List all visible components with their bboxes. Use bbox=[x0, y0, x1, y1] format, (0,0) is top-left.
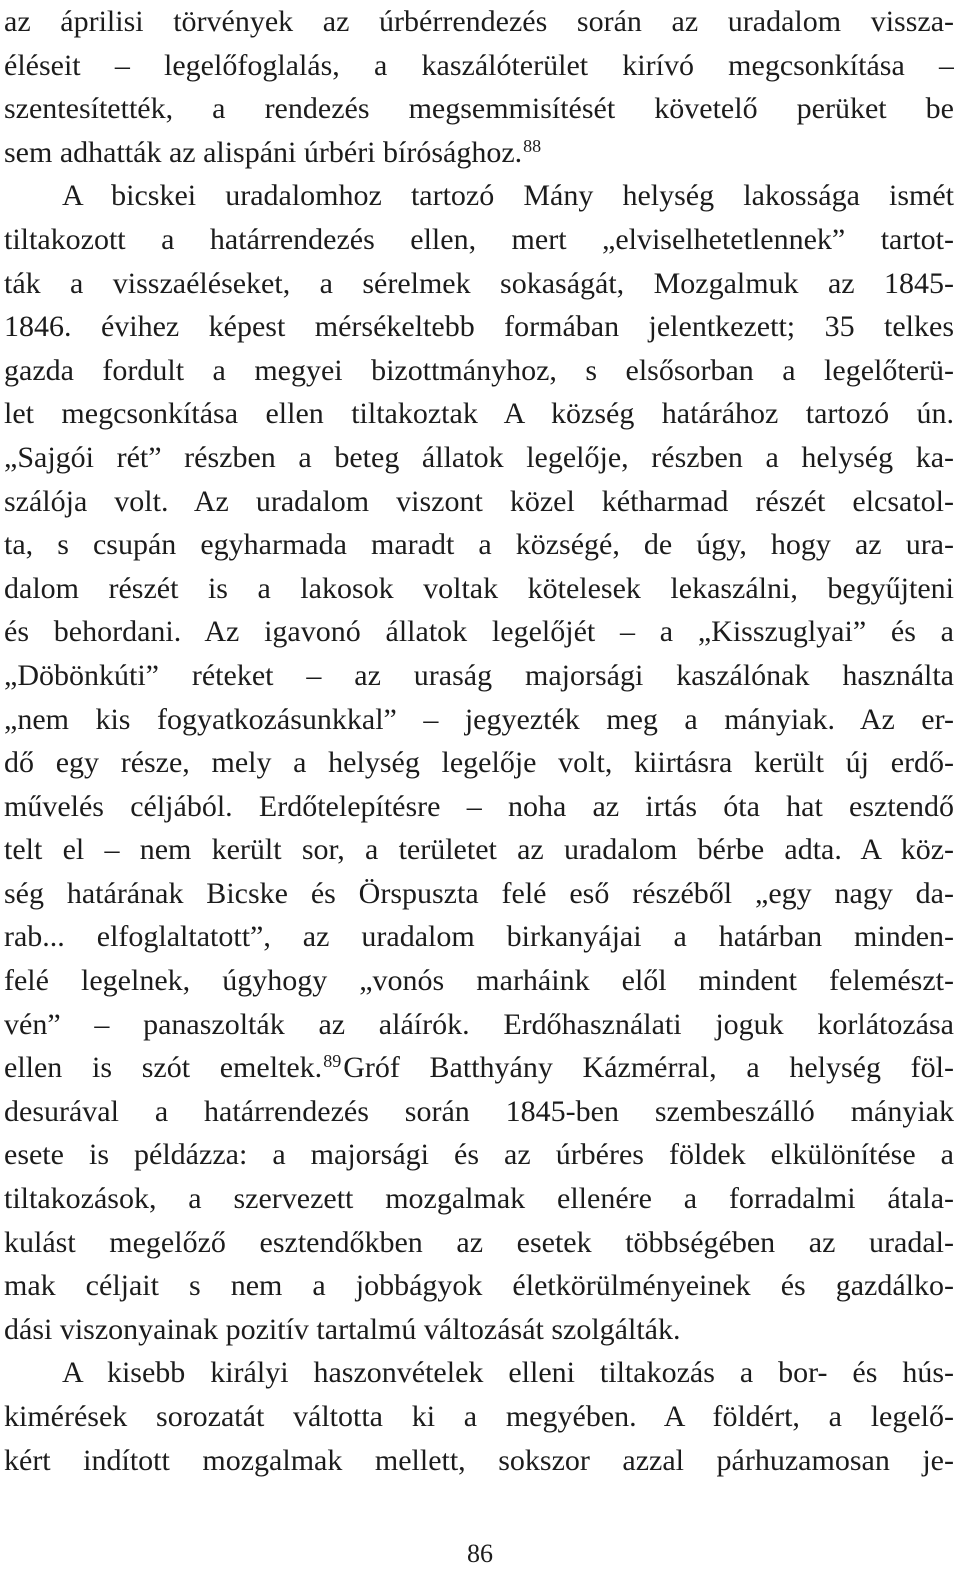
text-line: vén” – panaszolták az aláírók. Erdőhasználati joguk korlátozása bbox=[4, 1007, 954, 1041]
text-line: felé legelnek, úgyhogy „vonós marháink elől mindent felemészt- bbox=[4, 964, 954, 998]
text-segment: sem adhatták az alispáni úrbéri bírósághoz. bbox=[4, 135, 523, 169]
text-segment: Gróf Batthyány Kázmérral, a helység föl- bbox=[343, 1051, 954, 1085]
text-line: „Sajgói rét” részben a beteg állatok legelője, részben a helység ka- bbox=[4, 440, 954, 474]
footnote-reference[interactable]: 89 bbox=[323, 1051, 342, 1072]
text-line: esete is példázza: a majorsági és az úrbéres földek elkülönítése a bbox=[4, 1138, 954, 1172]
text-line: dő egy része, mely a helység legelője volt, kiirtásra került új erdő- bbox=[4, 746, 954, 780]
text-line: ta, s csupán egyharmada maradt a községé, de úgy, hogy az ura- bbox=[4, 528, 954, 562]
text-line: let megcsonkítása ellen tiltakoztak A község határához tartozó ún. bbox=[4, 397, 954, 431]
text-line: mak céljait s nem a jobbágyok életkörülményeinek és gazdálko- bbox=[4, 1269, 954, 1303]
page-number: 86 bbox=[467, 1539, 493, 1568]
text-line: gazda fordult a megyei bizottmányhoz, s elsősorban a legelőterü- bbox=[4, 353, 954, 387]
text-line: ség határának Bicske és Örspuszta felé eső részéből „egy nagy da- bbox=[4, 876, 954, 910]
text-line: és behordani. Az igavonó állatok legelőjét – a „Kisszuglyai” és a bbox=[4, 615, 954, 649]
text-line: kért indított mozgalmak mellett, sokszor azzal párhuzamosan je- bbox=[4, 1443, 954, 1477]
text-line: az áprilisi törvények az úrbérrendezés során az uradalom vissza- bbox=[4, 5, 954, 38]
text-line: dalom részét is a lakosok voltak kötelesek lekaszálni, begyűjteni bbox=[4, 571, 954, 605]
text-line: kulást megelőző esztendőkben az esetek többségében az uradal- bbox=[4, 1225, 954, 1259]
text-line: tiltakozások, a szervezett mozgalmak ellenére a forradalmi átala- bbox=[4, 1182, 954, 1216]
text-line: éléseit – legelőfoglalás, a kaszálóterület kirívó megcsonkítása – bbox=[4, 48, 954, 82]
text-line: művelés céljából. Erdőtelepítésre – noha az irtás óta hat esztendő bbox=[4, 789, 954, 823]
text-line bbox=[4, 131, 954, 175]
text-segment: ellen is szót emeltek. bbox=[4, 1051, 323, 1085]
body-text bbox=[4, 0, 954, 1482]
text-line: A kisebb királyi haszonvételek elleni tiltakozás a bor- és hús- bbox=[62, 1356, 954, 1390]
text-line: szentesítették, a rendezés megsemmisítését követelő perüket be bbox=[4, 92, 954, 126]
text-line: dási viszonyainak pozitív tartalmú változását szolgálták. bbox=[4, 1312, 681, 1346]
text-line: „Döbönkúti” réteket – az uraság majorsági kaszálónak használta bbox=[4, 658, 954, 692]
text-line: desurával a határrendezés során 1845-ben szembeszálló mányiak bbox=[4, 1094, 954, 1128]
text-line: ták a visszaéléseket, a sérelmek sokaságát, Mozgalmuk az 1845- bbox=[4, 266, 954, 300]
text-line: kimérések sorozatát váltotta ki a megyében. A földért, a legelő- bbox=[4, 1400, 954, 1433]
text-line: szálója volt. Az uradalom viszont közel kétharmad részét elcsatol- bbox=[4, 484, 954, 518]
text-line: „nem kis fogyatkozásunkkal” – jegyezték meg a mányiak. Az er- bbox=[4, 702, 954, 736]
text-line: 1846. évihez képest mérsékeltebb formában jelentkezett; 35 telkes bbox=[4, 310, 954, 344]
text-line: tiltakozott a határrendezés ellen, mert „elviselhetetlennek” tartot- bbox=[4, 222, 954, 256]
footnote-reference[interactable]: 88 bbox=[523, 135, 542, 156]
text-line: telt el – nem került sor, a területet az uradalom bérbe adta. A köz- bbox=[4, 833, 954, 867]
text-line: rab... elfoglaltatott”, az uradalom birkanyájai a határban minden- bbox=[4, 920, 954, 954]
text-line bbox=[4, 1046, 954, 1090]
text-line: A bicskei uradalomhoz tartozó Mány helység lakossága ismét bbox=[62, 179, 954, 213]
